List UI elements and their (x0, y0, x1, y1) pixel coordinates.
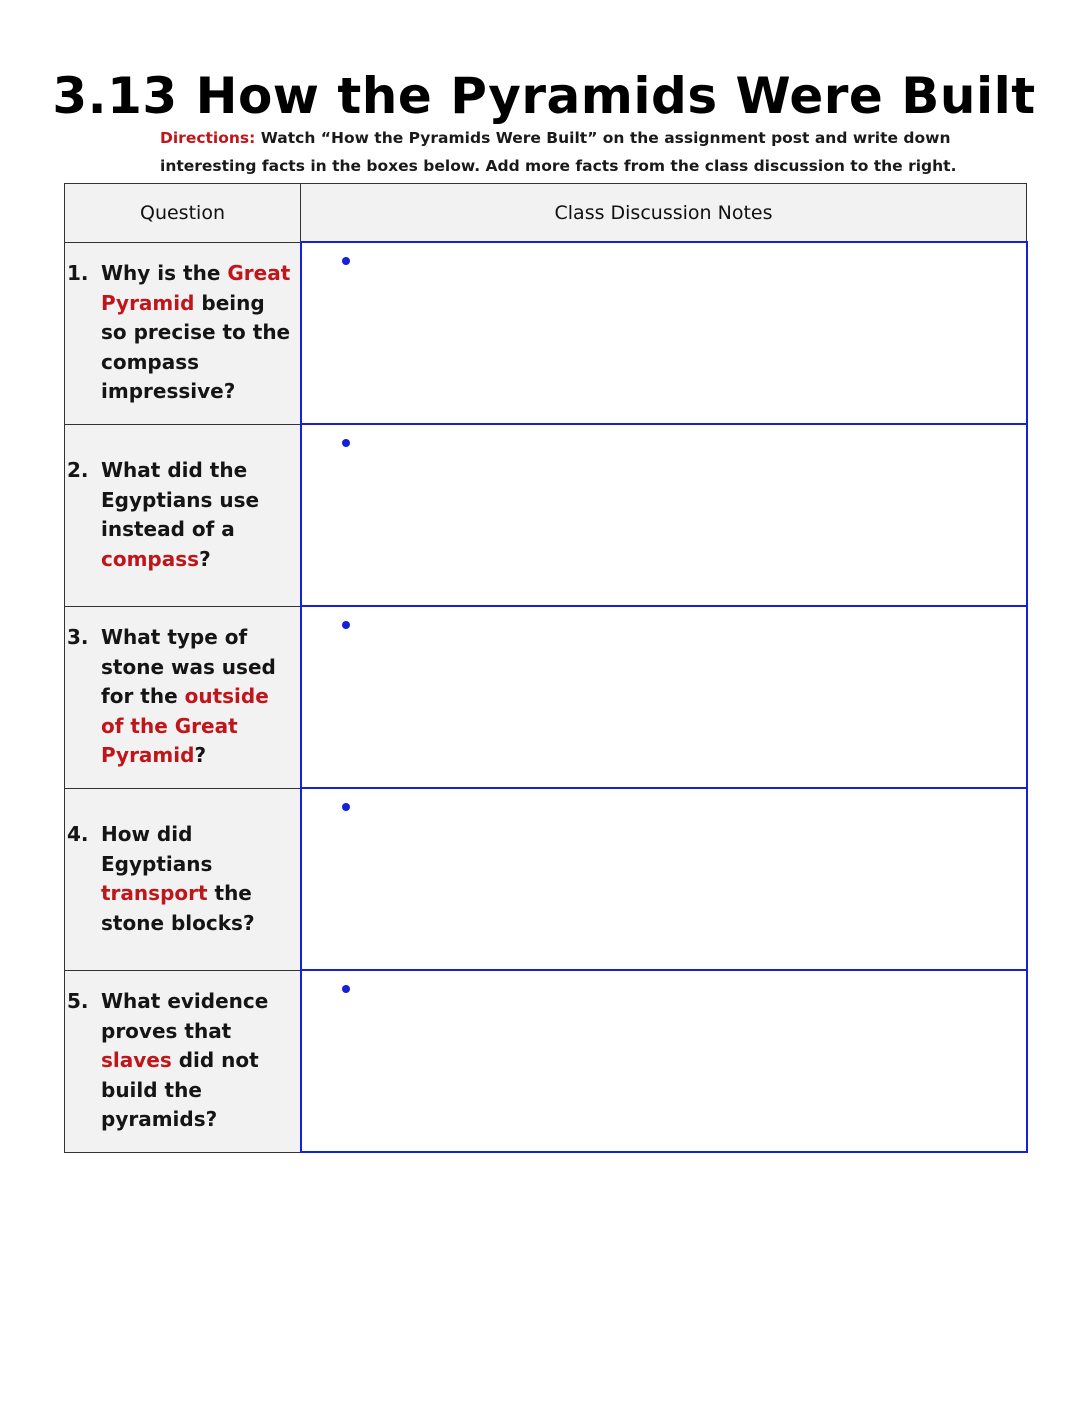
notes-answer-box[interactable] (301, 970, 1027, 1152)
question-cell (65, 242, 301, 424)
question-cell (65, 424, 301, 606)
directions (160, 124, 1020, 180)
table-row (65, 788, 1027, 970)
table-body (65, 242, 1027, 1152)
question-text-part: being so precise to the compass impressive? (101, 290, 291, 404)
question-text-part: What evidence proves that (101, 989, 269, 1043)
question-item (65, 623, 300, 771)
worksheet-table (64, 183, 1028, 1153)
question-number: 4. (67, 822, 89, 846)
question-text (101, 987, 294, 1135)
bullet-icon (342, 985, 350, 993)
notes-answer-box[interactable] (301, 788, 1027, 970)
question-number: 1. (67, 261, 89, 286)
notes-answer-box[interactable] (301, 606, 1027, 788)
bullet-icon (342, 621, 350, 629)
question-text-part: ? (194, 743, 207, 768)
question-keyword: transport (101, 881, 208, 905)
question-cell (65, 606, 301, 788)
question-cell (65, 970, 301, 1152)
table-row (65, 606, 1027, 788)
table-row (65, 424, 1027, 606)
question-keyword: slaves (101, 1048, 172, 1073)
question-text-part: What did the Egyptians use instead of a (101, 458, 260, 541)
question-text (101, 456, 294, 574)
question-text-part: Why is the (101, 261, 228, 286)
question-number: 5. (67, 989, 89, 1014)
question-column-header: Question (65, 184, 301, 243)
question-text (101, 623, 294, 771)
table-row (65, 970, 1027, 1152)
question-cell (65, 788, 301, 970)
question-keyword: Great Pyramid (101, 261, 291, 315)
question-text-part: How did Egyptians (101, 822, 213, 876)
notes-answer-box[interactable] (301, 424, 1027, 606)
question-text-part: did not build the pyramids? (101, 1048, 259, 1132)
question-keyword: outside of the Great Pyramid (101, 684, 269, 768)
question-text-part: What type of stone was used for the (101, 625, 276, 709)
table-header-row (65, 184, 1027, 243)
directions-text: Watch “How the Pyramids Were Built” on the assignment post and write down interesting facts in the boxes below. Add more facts from the class discussion to the right. (160, 128, 957, 175)
notes-answer-box[interactable] (301, 242, 1027, 424)
question-item (65, 259, 300, 407)
question-item (65, 456, 300, 574)
question-text (101, 259, 294, 407)
question-text-part: ? (199, 546, 211, 571)
question-number: 3. (67, 625, 89, 650)
bullet-icon (342, 439, 350, 447)
table-row (65, 242, 1027, 424)
question-text-part: the stone blocks? (101, 881, 255, 935)
bullet-icon (342, 803, 350, 811)
bullet-icon (342, 257, 350, 265)
question-text (101, 820, 294, 938)
question-item (65, 987, 300, 1135)
question-number: 2. (67, 458, 89, 482)
page-title: 3.13 How the Pyramids Were Built (52, 66, 1036, 125)
question-keyword: compass (101, 546, 200, 571)
notes-column-header: Class Discussion Notes (301, 184, 1027, 243)
directions-label: Directions: (160, 128, 256, 147)
question-item (65, 820, 300, 938)
